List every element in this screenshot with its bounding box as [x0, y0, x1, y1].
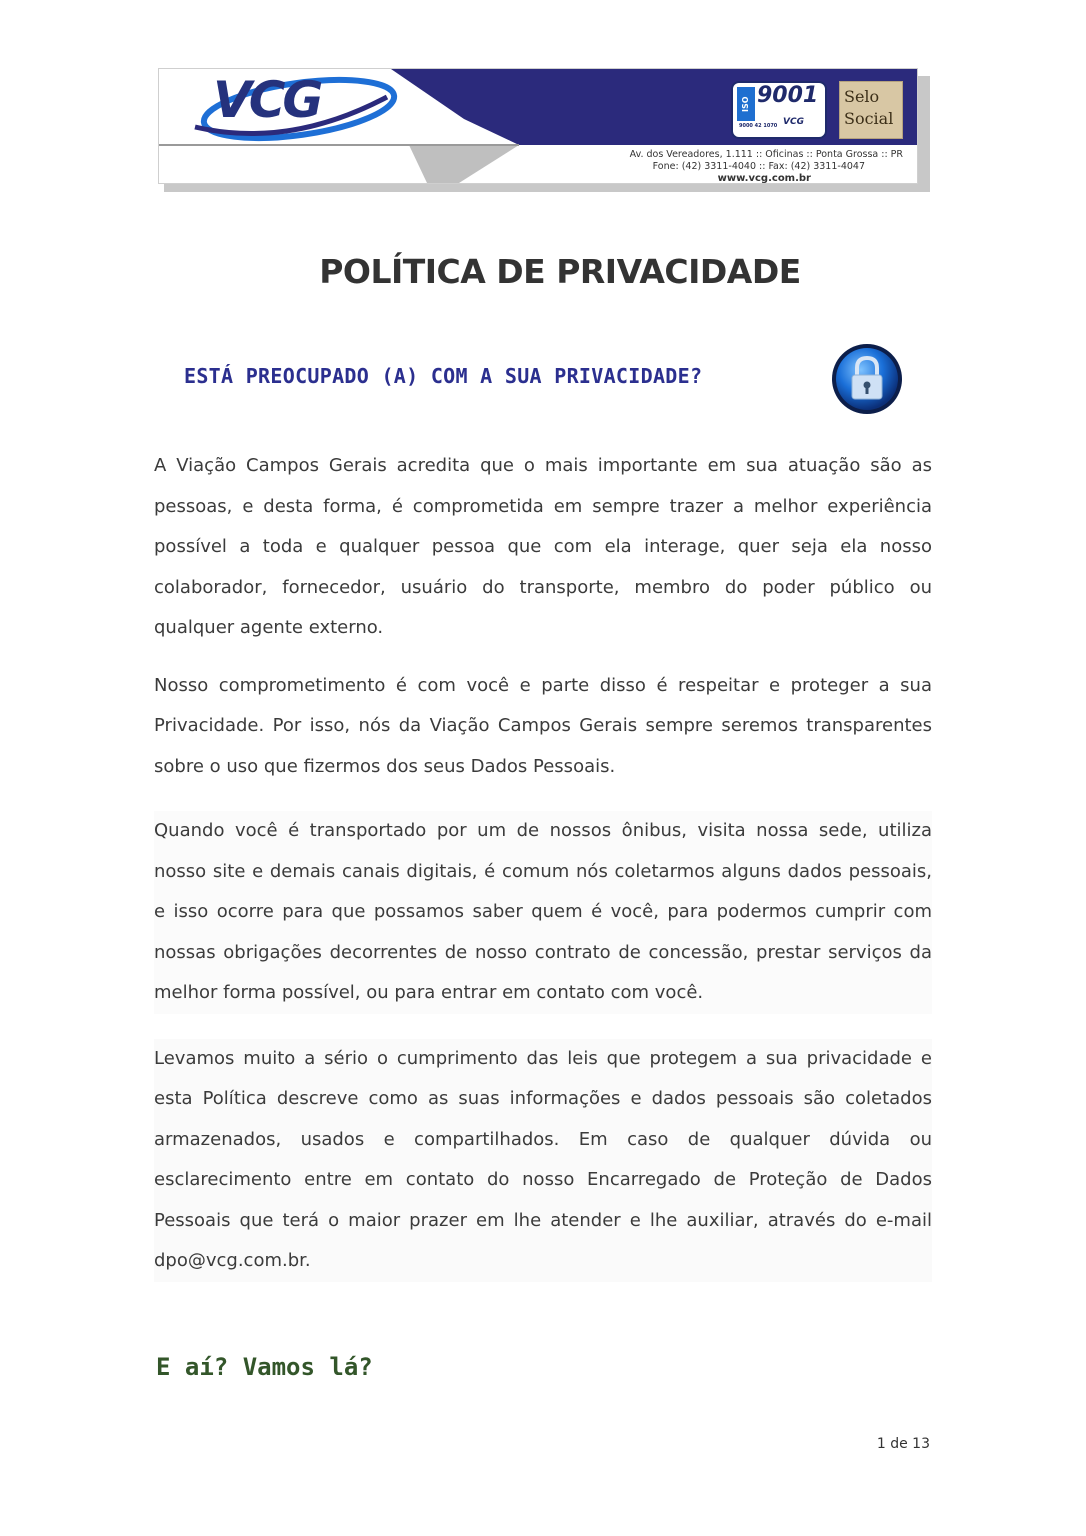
selo-social-badge — [839, 81, 903, 139]
paragraph-data-collection: Quando você é transportado por um de nossos ônibus, visita nossa sede, utiliza nosso site e demais canais digitais, é comum nós coletarmos alguns dados pessoais, e isso ocorre para que possamos saber quem é você, para podermos cumprir com nossas obrigações decorrentes de nosso contrato de concessão, prestar serviços da melhor forma possível, ou para entrar em contato com você. — [154, 811, 932, 1014]
iso-cert-number: 9000 42 1070 — [739, 123, 778, 129]
banner-card — [158, 68, 918, 184]
closing-heading: E aí? Vamos lá? — [156, 1353, 373, 1381]
iso-mini-logo: VCG — [783, 117, 804, 127]
paragraph-compliance: Levamos muito a sério o cumprimento das leis que protegem a sua privacidade e esta Política descreve como as suas informações e dados pessoais são coletados armazenados, usados e compartilhados. Em caso de qualquer dúvida ou esclarecimento entre em contato do nosso Encarregado de Proteção de Dados Pessoais que terá o maior prazer em lhe atender e lhe auxiliar, através do e-mail dpo@vcg.com.br. — [154, 1039, 932, 1282]
vcg-logo: VCG — [213, 71, 321, 129]
paragraph-commitment: Nosso comprometimento é com você e parte disso é respeitar e proteger a sua Privacidade. Por isso, nós da Viação Campos Gerais sempre seremos transparentes sobre o uso que fizermos dos seus Dados Pessoais. — [154, 674, 932, 777]
header-banner — [158, 68, 924, 190]
iso-label: ISO — [737, 87, 755, 121]
padlock-icon — [830, 342, 904, 416]
website-link[interactable]: www.vcg.com.br — [717, 173, 811, 184]
grey-accent — [409, 145, 519, 183]
selo-line-1: Selo — [844, 87, 880, 106]
selo-line-2: Social — [844, 109, 894, 128]
paragraph-intro: A Viação Campos Gerais acredita que o mais importante em sua atuação são as pessoas, e desta forma, é comprometida em sempre trazer a melhor experiência possível a toda e qualquer pessoa que com ela interage, quer seja ela nosso colaborador, fornecedor, usuário do transporte, membro do poder público ou qualquer agente externo. — [154, 455, 932, 638]
iso-number: 9001 — [757, 83, 819, 108]
page-title: POLÍTICA DE PRIVACIDADE — [319, 252, 801, 291]
address-line: Av. dos Vereadores, 1.111 :: Oficinas :: Ponta Grossa :: PR — [629, 149, 903, 160]
page-number: 1 de 13 — [876, 1436, 930, 1452]
document-body — [154, 446, 932, 1282]
iso-9001-badge — [731, 81, 827, 139]
phone-line: Fone: (42) 3311-4040 :: Fax: (42) 3311-4047 — [652, 161, 865, 172]
section-subtitle: ESTÁ PREOCUPADO (A) COM A SUA PRIVACIDADE? — [184, 364, 703, 388]
selo-text — [844, 86, 893, 130]
